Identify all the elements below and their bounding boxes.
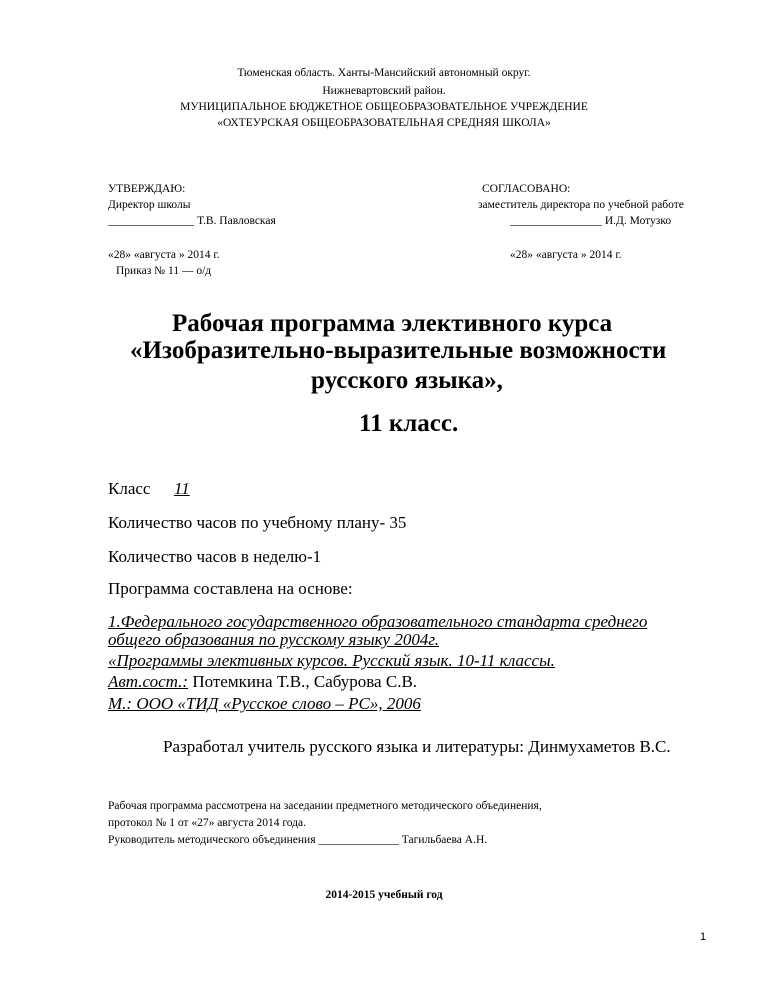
source-1-line-2: общего образования по русскому языку 2004г. — [108, 630, 440, 649]
source-2: «Программы элективных курсов. Русский язык. 10-11 классы. — [108, 651, 555, 670]
class-label: Класс — [108, 479, 151, 498]
approve-date: «28» «августа » 2014 г. — [108, 249, 220, 261]
agree-heading: СОГЛАСОВАНО: — [482, 183, 571, 195]
hours-week: Количество часов в неделю-1 — [108, 547, 322, 566]
publisher: М.: ООО «ТИД «Русское слово – РС», 2006 — [108, 694, 421, 713]
review-line-1: Рабочая программа рассмотрена на заседании предметного методического объединения, — [108, 800, 542, 812]
header-school-name: «ОХТЕУРСКАЯ ОБЩЕОБРАЗОВАТЕЛЬНАЯ СРЕДНЯЯ ШКОЛА» — [217, 117, 551, 129]
authors-label: Авт.сост.: — [108, 672, 189, 691]
header-region: Тюменская область. Ханты-Мансийский автономный округ. — [237, 67, 531, 79]
agree-role: заместитель директора по учебной работе — [478, 199, 684, 211]
review-line-3: Руководитель методического объединения ______________ Тагильбаева А.Н. — [108, 834, 488, 846]
approve-signature: _______________ Т.В. Павловская — [108, 215, 276, 227]
title-grade: 11 класс. — [359, 410, 459, 437]
approve-order: Приказ № 11 — о/д — [116, 265, 212, 277]
agree-date: «28» «августа » 2014 г. — [510, 249, 622, 261]
page-number: 1 — [700, 931, 707, 943]
hours-plan: Количество часов по учебному плану- 35 — [108, 513, 407, 532]
basis-label: Программа составлена на основе: — [108, 579, 353, 598]
header-institution-type: МУНИЦИПАЛЬНОЕ БЮДЖЕТНОЕ ОБЩЕОБРАЗОВАТЕЛЬНОЕ УЧРЕЖДЕНИЕ — [180, 101, 588, 113]
authors-line — [108, 672, 417, 692]
developer: Разработал учитель русского языка и литературы: Динмухаметов В.С. — [163, 737, 671, 756]
authors-names: Потемкина Т.В., Сабурова С.В. — [188, 672, 418, 691]
approve-role: Директор школы — [108, 199, 191, 211]
source-1-line-1: 1.Федерального государственного образовательного стандарта среднего — [108, 612, 648, 631]
academic-year: 2014-2015 учебный год — [325, 889, 443, 901]
header-district: Нижневартовский район. — [322, 85, 446, 97]
title-line-2: «Изобразительно-выразительные возможности — [130, 337, 667, 364]
review-line-2: протокол № 1 от «27» августа 2014 года. — [108, 817, 306, 829]
approve-heading: УТВЕРЖДАЮ: — [108, 183, 186, 195]
title-line-1: Рабочая программа элективного курса — [172, 310, 613, 337]
class-value: 11 — [174, 479, 190, 498]
agree-signature: ________________ И.Д. Мотузко — [510, 215, 672, 227]
title-line-3: русского языка», — [311, 367, 503, 394]
